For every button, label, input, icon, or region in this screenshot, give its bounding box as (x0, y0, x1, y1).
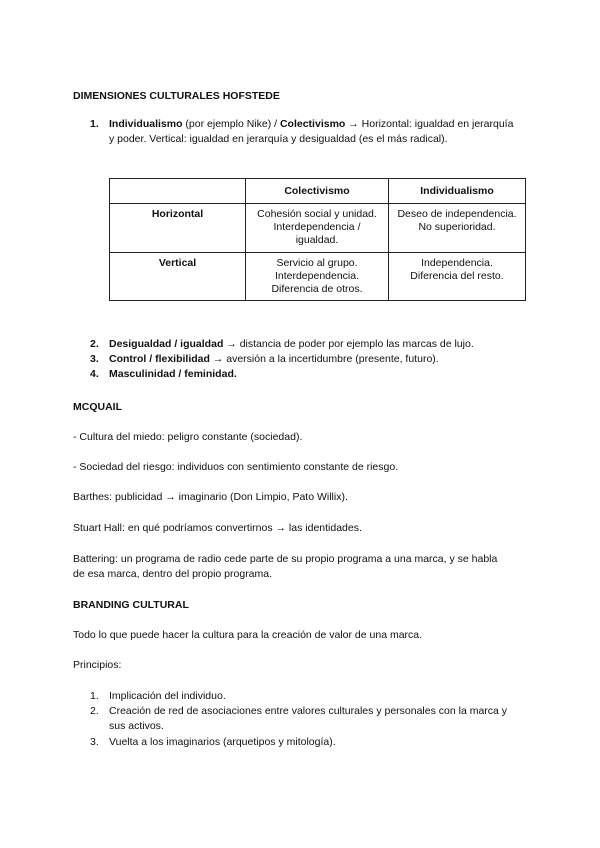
cell-line: No superioridad. (418, 221, 496, 233)
text-fragment: → aversión a la incertidumbre (presente, futuro). (209, 353, 439, 365)
list-item-text: Vuelta a los imaginarios (arquetipos y mitología). (109, 736, 336, 748)
list-number: 1. (90, 690, 99, 702)
list-item-principio (90, 735, 550, 750)
paragraph-branding-definition: Todo lo que puede hacer la cultura para la creación de valor de una marca. (73, 629, 423, 641)
term-individualismo: Individualismo (109, 118, 183, 130)
cell-line: Interdependencia. (274, 270, 360, 282)
term-desigualdad: Desigualdad / igualdad (109, 338, 224, 350)
table-cell (246, 253, 389, 301)
list-item-principio (90, 689, 550, 704)
section-heading-mcquail: MCQUAIL (73, 401, 122, 413)
table-row (110, 253, 526, 301)
list-item-text: Creación de red de asociaciones entre valores culturales y personales con la marca y (109, 705, 508, 717)
list-item-text: Implicación del individuo. (109, 690, 226, 702)
list-item-desigualdad (90, 337, 550, 352)
text-fragment: → Horizontal: igualdad en jerarquía (345, 118, 514, 130)
table-cell (246, 204, 389, 253)
cell-line: Independencia. (421, 257, 493, 269)
term-colectivismo: Colectivismo (279, 118, 346, 130)
table-cell (389, 253, 526, 301)
term-masculinidad: Masculinidad / feminidad. (109, 368, 237, 380)
paragraph-stuart-hall: Stuart Hall: en qué podríamos convertirnos → las identidades. (73, 522, 362, 534)
cell-line: Servicio al grupo. (276, 257, 358, 269)
paragraph-line: de esa marca, dentro del propio programa. (73, 568, 273, 580)
row-label: Horizontal (110, 204, 246, 253)
list-item-principio (90, 704, 550, 734)
hofstede-table (109, 178, 526, 301)
table-header-row (110, 179, 526, 204)
cell-line: Diferencia de otros. (271, 283, 363, 295)
cell-line: Diferencia del resto. (410, 270, 504, 282)
paragraph-line: Battering: un programa de radio cede parte de su propio programa a una marca, y se habla (73, 553, 498, 565)
paragraph-barthes: Barthes: publicidad → imaginario (Don Limpio, Pato Willix). (73, 491, 348, 503)
list-number: 3. (90, 736, 99, 748)
text-fragment: (por ejemplo Nike) / (182, 118, 280, 130)
table-cell (389, 204, 526, 253)
list-item-control (90, 352, 550, 367)
table-header-cell: Individualismo (389, 179, 526, 204)
term-control: Control / flexibilidad (109, 353, 210, 365)
list-item-masculinidad (90, 367, 550, 382)
cell-line: Interdependencia / (273, 221, 361, 233)
table-row (110, 204, 526, 253)
list-item-individualismo (90, 117, 550, 147)
list-number: 1. (90, 118, 99, 130)
list-item-text-line2: y poder. Vertical: igualdad en jerarquía y desigualdad (es el más radical). (109, 133, 448, 145)
list-number: 2. (90, 705, 99, 717)
cell-line: igualdad. (295, 234, 339, 246)
paragraph-cultura-miedo: - Cultura del miedo: peligro constante (sociedad). (73, 431, 303, 443)
table-header-cell: Colectivismo (246, 179, 389, 204)
list-number: 3. (90, 353, 99, 365)
text-fragment: → distancia de poder por ejemplo las marcas de lujo. (223, 338, 474, 350)
section-heading-hofstede: DIMENSIONES CULTURALES HOFSTEDE (73, 90, 280, 102)
list-item-text-line2: sus activos. (109, 720, 164, 732)
paragraph-battering (73, 552, 538, 582)
list-number: 4. (90, 368, 99, 380)
section-heading-branding: BRANDING CULTURAL (73, 599, 189, 611)
list-item-text (109, 117, 549, 132)
cell-line: Deseo de independencia. (397, 208, 517, 220)
cell-line: Cohesión social y unidad. (257, 208, 377, 220)
paragraph-sociedad-riesgo: - Sociedad del riesgo: individuos con sentimiento constante de riesgo. (73, 461, 399, 473)
row-label: Vertical (110, 253, 246, 301)
table-header-cell (110, 179, 246, 204)
paragraph-principios: Principios: (73, 659, 122, 671)
list-number: 2. (90, 338, 99, 350)
